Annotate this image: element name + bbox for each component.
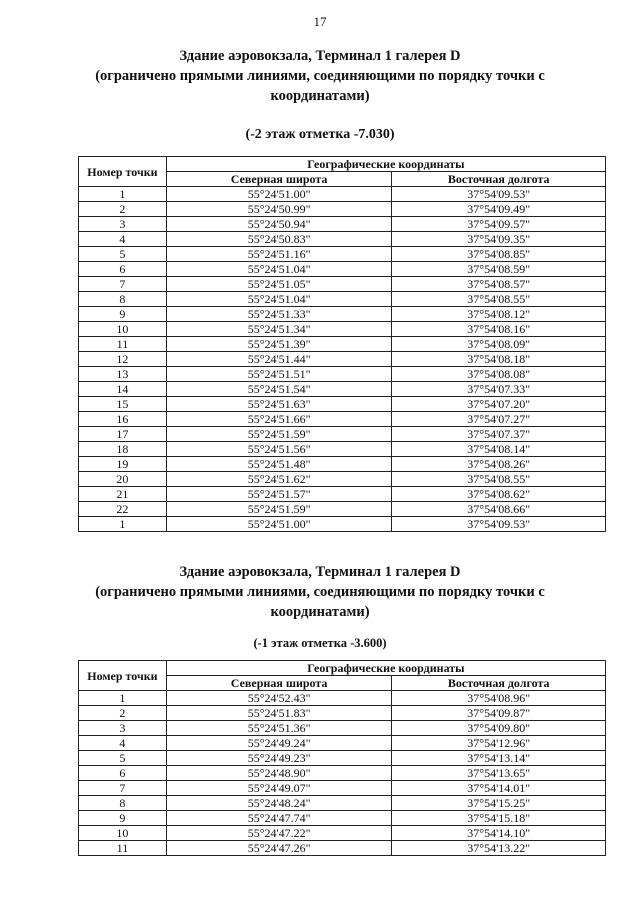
point-number-cell: 9 — [79, 307, 167, 322]
latitude-cell: 55°24'51.44" — [166, 352, 392, 367]
longitude-cell: 37°54'12.96" — [392, 736, 606, 751]
table-row — [79, 487, 606, 502]
title-line: (ограничено прямыми линиями, соединяющими по порядку точки с — [95, 68, 545, 84]
longitude-cell: 37°54'08.59" — [392, 262, 606, 277]
longitude-cell: 37°54'08.55" — [392, 292, 606, 307]
longitude-cell: 37°54'14.10" — [392, 826, 606, 841]
table-row — [79, 397, 606, 412]
point-number-cell: 14 — [79, 382, 167, 397]
title-line: Здание аэровокзала, Терминал 1 галерея D — [179, 48, 461, 64]
table-row — [79, 796, 606, 811]
point-number-cell: 12 — [79, 352, 167, 367]
coordinates-table — [78, 156, 606, 532]
table-row — [79, 292, 606, 307]
latitude-cell: 55°24'47.74" — [166, 811, 392, 826]
point-number-cell: 1 — [79, 691, 167, 706]
header-latitude: Северная широта — [166, 172, 392, 187]
header-longitude: Восточная долгота — [392, 676, 606, 691]
latitude-cell: 55°24'51.63" — [166, 397, 392, 412]
point-number-cell: 3 — [79, 217, 167, 232]
longitude-cell: 37°54'15.25" — [392, 796, 606, 811]
table-row — [79, 277, 606, 292]
point-number-cell: 2 — [79, 706, 167, 721]
point-number-cell: 1 — [79, 187, 167, 202]
coordinates-table — [78, 660, 606, 856]
table-row — [79, 517, 606, 532]
table-row — [79, 337, 606, 352]
table-row — [79, 217, 606, 232]
longitude-cell: 37°54'08.66" — [392, 502, 606, 517]
longitude-cell: 37°54'09.87" — [392, 706, 606, 721]
header-longitude: Восточная долгота — [392, 172, 606, 187]
point-number-cell: 7 — [79, 781, 167, 796]
latitude-cell: 55°24'50.94" — [166, 217, 392, 232]
point-number-cell: 7 — [79, 277, 167, 292]
point-number-cell: 18 — [79, 442, 167, 457]
header-geo-coordinates: Географические координаты — [166, 157, 605, 172]
title-line: координатами) — [270, 88, 370, 104]
latitude-cell: 55°24'51.56" — [166, 442, 392, 457]
longitude-cell: 37°54'08.26" — [392, 457, 606, 472]
point-number-cell: 2 — [79, 202, 167, 217]
latitude-cell: 55°24'51.62" — [166, 472, 392, 487]
point-number-cell: 17 — [79, 427, 167, 442]
longitude-cell: 37°54'08.14" — [392, 442, 606, 457]
latitude-cell: 55°24'49.24" — [166, 736, 392, 751]
point-number-cell: 21 — [79, 487, 167, 502]
latitude-cell: 55°24'51.36" — [166, 721, 392, 736]
point-number-cell: 13 — [79, 367, 167, 382]
latitude-cell: 55°24'47.26" — [166, 841, 392, 856]
point-number-cell: 4 — [79, 736, 167, 751]
latitude-cell: 55°24'51.00" — [166, 517, 392, 532]
section-title — [40, 46, 600, 106]
point-number-cell: 6 — [79, 262, 167, 277]
page-number: 17 — [313, 14, 327, 29]
latitude-cell: 55°24'47.22" — [166, 826, 392, 841]
longitude-cell: 37°54'13.65" — [392, 766, 606, 781]
title-line: координатами) — [270, 604, 370, 620]
title-line: Здание аэровокзала, Терминал 1 галерея D — [179, 564, 461, 580]
table-row — [79, 811, 606, 826]
latitude-cell: 55°24'52.43" — [166, 691, 392, 706]
longitude-cell: 37°54'08.08" — [392, 367, 606, 382]
header-geo-coordinates: Географические координаты — [166, 661, 605, 676]
longitude-cell: 37°54'07.37" — [392, 427, 606, 442]
longitude-cell: 37°54'08.96" — [392, 691, 606, 706]
longitude-cell: 37°54'13.14" — [392, 751, 606, 766]
point-number-cell: 5 — [79, 751, 167, 766]
table-row — [79, 736, 606, 751]
table-row — [79, 751, 606, 766]
table-row — [79, 502, 606, 517]
point-number-cell: 1 — [79, 517, 167, 532]
table-row — [79, 412, 606, 427]
latitude-cell: 55°24'51.39" — [166, 337, 392, 352]
latitude-cell: 55°24'51.66" — [166, 412, 392, 427]
table-row — [79, 367, 606, 382]
latitude-cell: 55°24'51.04" — [166, 292, 392, 307]
latitude-cell: 55°24'51.59" — [166, 427, 392, 442]
point-number-cell: 8 — [79, 292, 167, 307]
point-number-cell: 10 — [79, 322, 167, 337]
point-number-cell: 10 — [79, 826, 167, 841]
longitude-cell: 37°54'07.27" — [392, 412, 606, 427]
latitude-cell: 55°24'48.90" — [166, 766, 392, 781]
latitude-cell: 55°24'51.34" — [166, 322, 392, 337]
longitude-cell: 37°54'08.57" — [392, 277, 606, 292]
table-row — [79, 382, 606, 397]
table-row — [79, 826, 606, 841]
table-row — [79, 262, 606, 277]
point-number-cell: 11 — [79, 841, 167, 856]
point-number-cell: 4 — [79, 232, 167, 247]
latitude-cell: 55°24'51.51" — [166, 367, 392, 382]
point-number-cell: 16 — [79, 412, 167, 427]
point-number-cell: 15 — [79, 397, 167, 412]
latitude-cell: 55°24'51.33" — [166, 307, 392, 322]
point-number-cell: 11 — [79, 337, 167, 352]
longitude-cell: 37°54'08.16" — [392, 322, 606, 337]
floor-subtitle: (-2 этаж отметка -7.030) — [245, 127, 395, 142]
point-number-cell: 6 — [79, 766, 167, 781]
section-1 — [0, 46, 640, 144]
latitude-cell: 55°24'51.59" — [166, 502, 392, 517]
point-number-cell: 20 — [79, 472, 167, 487]
latitude-cell: 55°24'51.83" — [166, 706, 392, 721]
table-row — [79, 427, 606, 442]
longitude-cell: 37°54'08.18" — [392, 352, 606, 367]
latitude-cell: 55°24'51.00" — [166, 187, 392, 202]
latitude-cell: 55°24'51.48" — [166, 457, 392, 472]
table-row — [79, 322, 606, 337]
point-number-cell: 3 — [79, 721, 167, 736]
table-row — [79, 472, 606, 487]
table-row — [79, 247, 606, 262]
latitude-cell: 55°24'51.04" — [166, 262, 392, 277]
header-point-number: Номер точки — [79, 157, 167, 187]
longitude-cell: 37°54'08.55" — [392, 472, 606, 487]
longitude-cell: 37°54'08.12" — [392, 307, 606, 322]
longitude-cell: 37°54'15.18" — [392, 811, 606, 826]
table-row — [79, 202, 606, 217]
table-row — [79, 766, 606, 781]
longitude-cell: 37°54'09.49" — [392, 202, 606, 217]
longitude-cell: 37°54'09.57" — [392, 217, 606, 232]
table-row — [79, 457, 606, 472]
table-row — [79, 721, 606, 736]
latitude-cell: 55°24'50.83" — [166, 232, 392, 247]
latitude-cell: 55°24'51.54" — [166, 382, 392, 397]
table-row — [79, 232, 606, 247]
longitude-cell: 37°54'08.62" — [392, 487, 606, 502]
table-row — [79, 352, 606, 367]
header-point-number: Номер точки — [79, 661, 167, 691]
longitude-cell: 37°54'13.22" — [392, 841, 606, 856]
longitude-cell: 37°54'09.35" — [392, 232, 606, 247]
longitude-cell: 37°54'09.53" — [392, 517, 606, 532]
latitude-cell: 55°24'51.57" — [166, 487, 392, 502]
longitude-cell: 37°54'09.80" — [392, 721, 606, 736]
longitude-cell: 37°54'14.01" — [392, 781, 606, 796]
longitude-cell: 37°54'08.09" — [392, 337, 606, 352]
point-number-cell: 5 — [79, 247, 167, 262]
section-title — [40, 562, 600, 622]
point-number-cell: 8 — [79, 796, 167, 811]
table-row — [79, 691, 606, 706]
table-row — [79, 307, 606, 322]
section-2 — [0, 562, 640, 652]
table-row — [79, 187, 606, 202]
longitude-cell: 37°54'09.53" — [392, 187, 606, 202]
longitude-cell: 37°54'08.85" — [392, 247, 606, 262]
latitude-cell: 55°24'50.99" — [166, 202, 392, 217]
table-row — [79, 442, 606, 457]
point-number-cell: 22 — [79, 502, 167, 517]
title-line: (ограничено прямыми линиями, соединяющими по порядку точки с — [95, 584, 545, 600]
longitude-cell: 37°54'07.20" — [392, 397, 606, 412]
longitude-cell: 37°54'07.33" — [392, 382, 606, 397]
point-number-cell: 9 — [79, 811, 167, 826]
latitude-cell: 55°24'49.23" — [166, 751, 392, 766]
floor-subtitle: (-1 этаж отметка -3.600) — [253, 636, 387, 650]
header-latitude: Северная широта — [166, 676, 392, 691]
latitude-cell: 55°24'49.07" — [166, 781, 392, 796]
latitude-cell: 55°24'48.24" — [166, 796, 392, 811]
table-row — [79, 706, 606, 721]
table-row — [79, 781, 606, 796]
point-number-cell: 19 — [79, 457, 167, 472]
latitude-cell: 55°24'51.16" — [166, 247, 392, 262]
table-row — [79, 841, 606, 856]
latitude-cell: 55°24'51.05" — [166, 277, 392, 292]
